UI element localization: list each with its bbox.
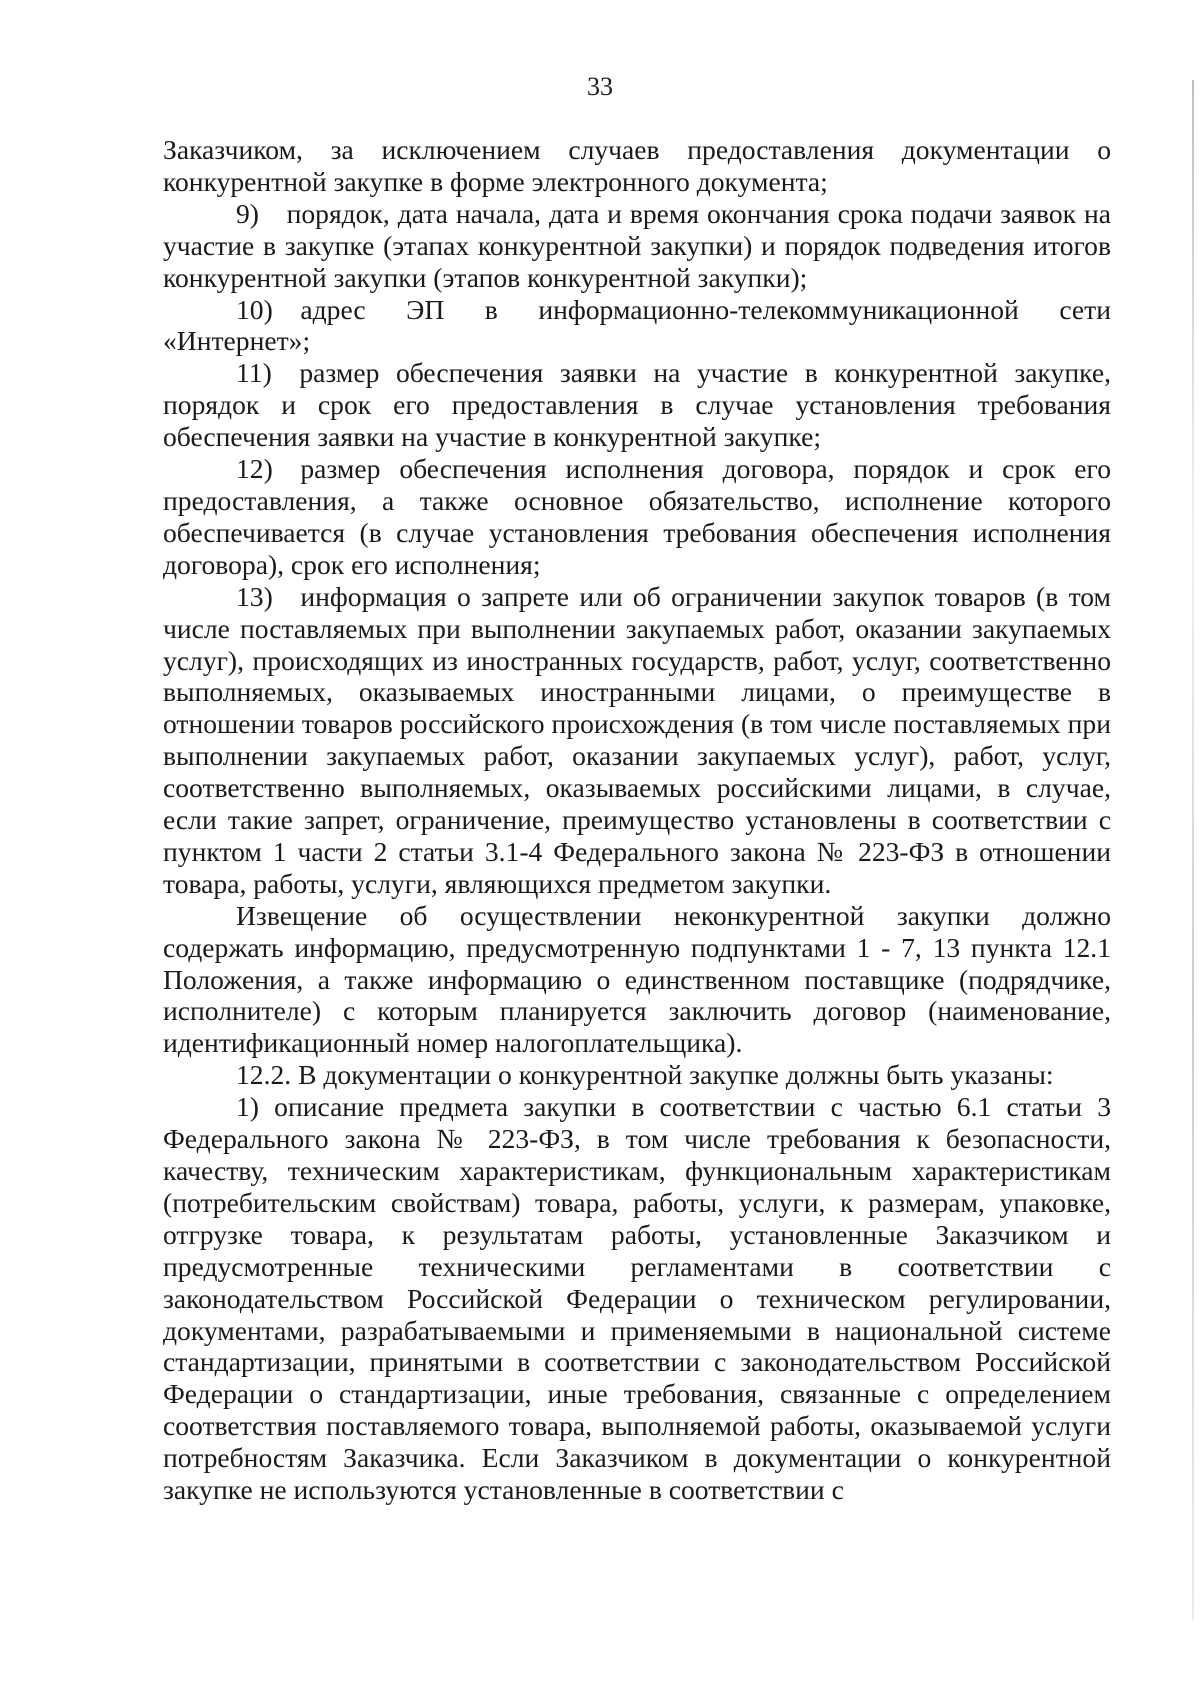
paragraph-item-9: 9) порядок, дата начала, дата и время окончания срока подачи заявок на участие в закупке (этапах конкурентной закупки) и порядок подведения итогов конкурентной закупки (этапов конкурентной закупки);: [163, 197, 1111, 293]
document-body: [163, 134, 1111, 1506]
paragraph-item-10: 10) адрес ЭП в информационно-телекоммуникационной сети «Интернет»;: [163, 293, 1111, 357]
page-number: 33: [587, 72, 613, 101]
paragraph-notice: Извещение об осуществлении неконкурентной закупки должно содержать информацию, предусмотренную подпунктами 1 - 7, 13 пункта 12.1 Положения, а также информацию о единственном поставщике (подрядчике, исполнителе) с которым планируется заключить договор (наименование, идентификационный номер налогоплательщика).: [163, 899, 1111, 1059]
paragraph-item-1: 1) описание предмета закупки в соответствии с частью 6.1 статьи 3 Федерального закона № 223-ФЗ, в том числе требования к безопасности, качеству, техническим характеристикам, функциональным характеристикам (потребительским свойствам) товара, работы, услуги, к размерам, упаковке, отгрузке товара, к результатам работы, установленные Заказчиком и предусмотренные техническими регламентами в соответствии с законодательством Российской Федерации о техническом регулировании, документами, разрабатываемыми и применяемыми в национальной системе стандартизации, принятыми в соответствии с законодательством Российской Федерации о стандартизации, иные требования, связанные с определением соответствия поставляемого товара, выполняемой работы, оказываемой услуги потребностям Заказчика. Если Заказчиком в документации о конкурентной закупке не используются установленные в соответствии с: [163, 1091, 1111, 1506]
paragraph-item-11: 11) размер обеспечения заявки на участие в конкурентной закупке, порядок и срок его предоставления в случае установления требования обеспечения заявки на участие в конкурентной закупке;: [163, 357, 1111, 453]
paragraph-section-12-2: 12.2. В документации о конкурентной закупке должны быть указаны:: [236, 1059, 1054, 1091]
paragraph-item-12: 12) размер обеспечения исполнения договора, порядок и срок его предоставления, а также основное обязательство, исполнение которого обеспечивается (в случае установления требования обеспечения исполнения договора), срок его исполнения;: [163, 453, 1111, 580]
paragraph-item-13: 13) информация о запрете или об ограничении закупок товаров (в том числе поставляемых при выполнении закупаемых работ, оказании закупаемых услуг), происходящих из иностранных государств, работ, услуг, соответственно выполняемых, оказываемых иностранными лицами, о преимуществе в отношении товаров российского происхождения (в том числе поставляемых при выполнении закупаемых работ, оказании закупаемых услуг), работ, услуг, соответственно выполняемых, оказываемых российскими лицами, в случае, если такие запрет, ограничение, преимущество установлены в соответствии с пунктом 1 части 2 статьи 3.1-4 Федерального закона № 223-ФЗ в отношении товара, работы, услуги, являющихся предметом закупки.: [163, 580, 1111, 899]
paragraph-continuation: Заказчиком, за исключением случаев предоставления документации о конкурентной закупке в форме электронного документа;: [163, 134, 1111, 197]
scan-edge-shadow: [1192, 80, 1194, 1620]
